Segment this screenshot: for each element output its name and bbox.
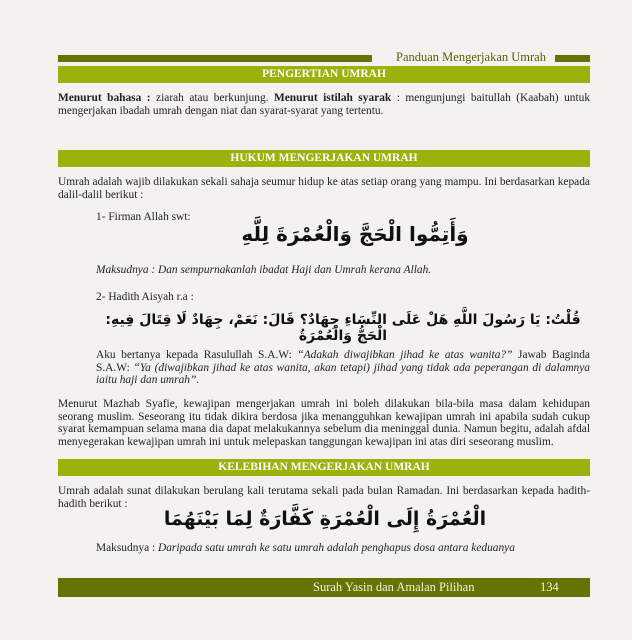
header-title: Panduan Mengerjakan Umrah (396, 50, 546, 64)
paragraph: Menurut Mazhab Syafie, kewajipan mengerjakan umrah ini boleh dilakukan bila-bila masa dalam kehidupan seorang muslim. Seseorang itu tidak dikira berdosa jika menangguhkan kewajipan umrah ini apabila sudah cukup syarat kemampuan selama mana dia dapat melakukannya sebelum dia meninggal dunia. Namun begitu, adalah afdal menyegerakan kewajipan umrah ini untuk melepaskan tanggungan kewajipan ini atas diri seseorang muslim. (58, 398, 590, 448)
hadith-translation (96, 349, 590, 387)
text: Maksudnya : (96, 542, 159, 554)
page-number: 134 (540, 580, 559, 594)
footer-title: Surah Yasin dan Amalan Pilihan (313, 580, 475, 594)
bold-term: Menurut bahasa : (58, 92, 151, 104)
footer-bar (58, 578, 590, 597)
list-item: 2- Hadith Aisyah r.a : (96, 291, 194, 303)
text: ziarah atau berkunjung. (150, 92, 274, 104)
translation (96, 542, 590, 554)
translation: Maksudnya : Dan sempurnakanlah ibadat Haji dan Umrah kerana Allah. (96, 264, 432, 276)
text: Jawab Baginda S.A.W: (96, 349, 590, 374)
arabic-verse: وَأَتِمُّوا الْحَجَّ وَالْعُمْرَةَ لِلَّهِ (241, 222, 469, 246)
text: : mengunjungi baitullah (Kaabah) untuk mengerjakan ibadah umrah dengan niat dan syarat-syarat yang tertentu. (58, 92, 591, 117)
header-rule-left (58, 55, 372, 62)
paragraph: Umrah adalah wajib dilakukan sekali sahaja seumur hidup ke atas setiap orang yang mampu. Ini berdasarkan kepada dalil-dalil berikut : (58, 176, 590, 201)
section-heading: PENGERTIAN UMRAH (58, 66, 590, 83)
text: “Ya (diwajibkan jihad ke atas wanita, akan tetapi) jihad yang tidak ada peperangan di dalamnya iaitu haji dan umrah”. (96, 361, 590, 386)
text: Daripada satu umrah ke satu umrah adalah penghapus dosa antara keduanya (158, 542, 515, 554)
bold-term: Menurut istilah syarak (273, 92, 392, 104)
definition-paragraph (58, 92, 590, 117)
section-heading: KELEBIHAN MENGERJAKAN UMRAH (58, 459, 590, 476)
arabic-hadith: الْعُمْرَةُ إِلَى الْعُمْرَةِ كَفَّارَةٌ لِمَا بَيْنَهُمَا (163, 508, 487, 530)
text: “Adakah diwajibkan jihad ke atas wanita?” (297, 349, 513, 361)
arabic-hadith: قُلْتُ: يَا رَسُولَ اللَّهِ هَلْ عَلَى النِّسَاءِ جِهَادٌ؟ قَالَ: نَعَمْ، جِهَادٌ لَا قِتَالَ فِيهِ: الْحَجُّ وَالْعُمْرَةُ (105, 312, 581, 344)
list-item: 1- Firman Allah swt: (96, 211, 191, 223)
paragraph: Umrah adalah sunat dilakukan berulang kali terutama sekali pada bulan Ramadan. Ini berdasarkan kepada hadith-hadith berikut : (58, 485, 590, 510)
header-rule-right (555, 55, 590, 62)
text: Aku bertanya kepada Rasulullah S.A.W: (96, 349, 298, 361)
section-heading: HUKUM MENGERJAKAN UMRAH (58, 150, 590, 167)
